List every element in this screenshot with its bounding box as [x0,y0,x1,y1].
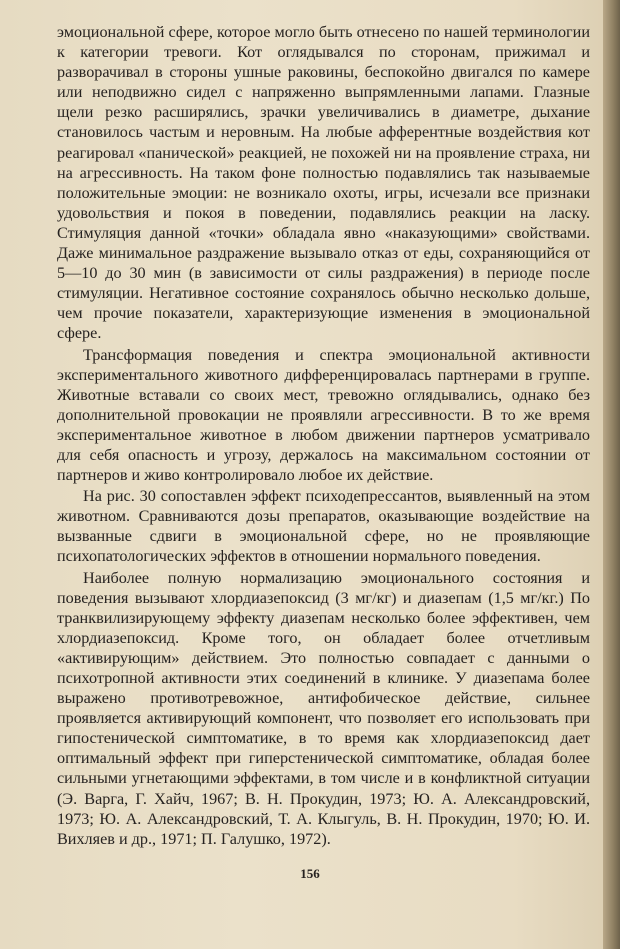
book-spine-shadow [603,0,620,949]
paragraph-1: эмоциональной сфере, которое могло быть отнесено по нашей терминологии к категории тревоги. Кот оглядывался по сторонам, прижимал и разворачивал в стороны ушные раковины, беспокойно двигался по камере или неподвижно сидел с напряженно выпрямленными лапами. Глазные щели резко расширялись, зрачки увеличивались в диаметре, дыхание становилось частым и неровным. На любые афферентные воздействия кот реагировал «панической» реакцией, не похожей ни на проявление страха, ни на агрессивность. На таком фоне полностью подавлялись так называемые положительные эмоции: не возникало охоты, игры, исчезали все признаки удовольствия и покоя в поведении, подавлялись реакции на ласку. Стимуляция данной «точки» обладала явно «наказующими» свойствами. Даже минимальное раздражение вызывало отказ от еды, сохраняющийся от 5—10 до 30 мин (в зависимости от силы раздражения) в периоде после стимуляции. Негативное состояние сохранялось обычно несколько дольше, чем прочие показатели, характеризующие изменения в эмоциональной сфере. [57,23,590,343]
paragraph-4: Наиболее полную нормализацию эмоционального состояния и поведения вызывают хлордиазепоксид (3 мг/кг) и диазепам (1,5 мг/кг.) По транквилизирующему эффекту диазепам несколько более эффективен, чем хлордиазепоксид. Кроме того, он обладает более отчетливым «активирующим» действием. Это полностью совпадает с данными о психотропной активности этих соединений в клинике. У диазепама более выражено противотревожное, антифобическое действие, сильнее проявляется активирующий компонент, что позволяет его использовать при гипостенической симптоматике, в то время как хлордиазепоксид дает оптимальный эффект при гиперстенической симптоматике, обладая более сильными угнетающими эффектами, в том числе и в конфликтной ситуации (Э. Варга, Г. Хайч, 1967; В. Н. Прокудин, 1973; Ю. А. Александровский, 1973; Ю. А. Александровский, Т. А. Клыгуль, В. Н. Прокудин, 1970; Ю. И. Вихляев и др., 1971; П. Галушко, 1972). [57,568,590,848]
paragraph-2: Трансформация поведения и спектра эмоциональной активности экспериментального животного дифференцировалась партнерами в группе. Животные вставали со своих мест, тревожно оглядывались, однако без дополнительной провокации не проявляли агрессивности. В то же время экспериментальное животное в любом движении партнеров усматривало для себя опасность и угрозу, держалось на максимальном состоянии от партнеров и живо контролировало любое их действие. [57,345,590,485]
paragraph-3: На рис. 30 сопоставлен эффект психодепрессантов, выявленный на этом животном. Сравниваются дозы препаратов, оказывающие воздействие на вызванные сдвиги в эмоциональной сфере, но не проявляющие психопатологических эффектов в отношении нормального поведения. [57,487,590,566]
body-text [57,22,590,849]
page-number: 156 [300,866,320,881]
